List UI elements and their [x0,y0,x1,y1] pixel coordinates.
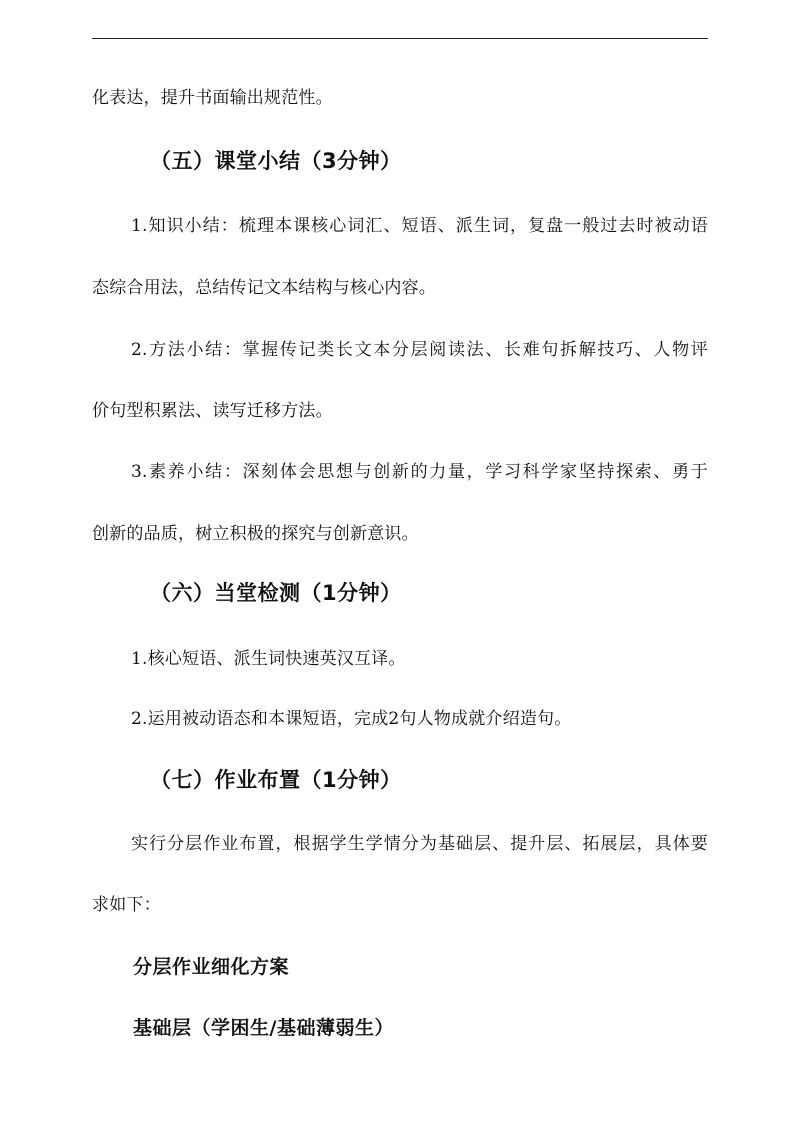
test-item-1: 1.核心短语、派生词快速英汉互译。 [131,649,406,669]
paragraph-homework-line2: 求如下： [92,895,161,915]
paragraph-knowledge-summary-line1: 1.知识小结：梳理本课核心词汇、短语、派生词，复盘一般过去时被动语 [131,216,708,236]
subheading-homework-plan: 分层作业细化方案 [133,956,290,978]
test-item-2: 2.运用被动语态和本课短语，完成2句人物成就介绍造句。 [131,709,572,729]
paragraph-method-summary-line2: 价句型积累法、读写迁移方法。 [92,401,333,421]
paragraph-method-summary-line1: 2.方法小结：掌握传记类长文本分层阅读法、长难句拆解技巧、人物评 [131,340,708,360]
paragraph-literacy-summary-line2: 创新的品质，树立积极的探究与创新意识。 [92,524,419,544]
section-heading-summary: （五）课堂小结（3分钟） [150,149,402,173]
paragraph-homework-line1: 实行分层作业布置，根据学生学情分为基础层、提升层、拓展层，具体要 [131,834,708,854]
paragraph-knowledge-summary-line2: 态综合用法，总结传记文本结构与核心内容。 [92,278,436,298]
section-heading-test: （六）当堂检测（1分钟） [150,581,402,605]
paragraph-continuation: 化表达，提升书面输出规范性。 [92,88,333,108]
subheading-basic-level: 基础层（学困生/基础薄弱生） [133,1017,394,1039]
header-rule [92,38,708,39]
paragraph-literacy-summary-line1: 3.素养小结：深刻体会思想与创新的力量，学习科学家坚持探索、勇于 [131,462,708,482]
section-heading-homework: （七）作业布置（1分钟） [150,768,402,792]
